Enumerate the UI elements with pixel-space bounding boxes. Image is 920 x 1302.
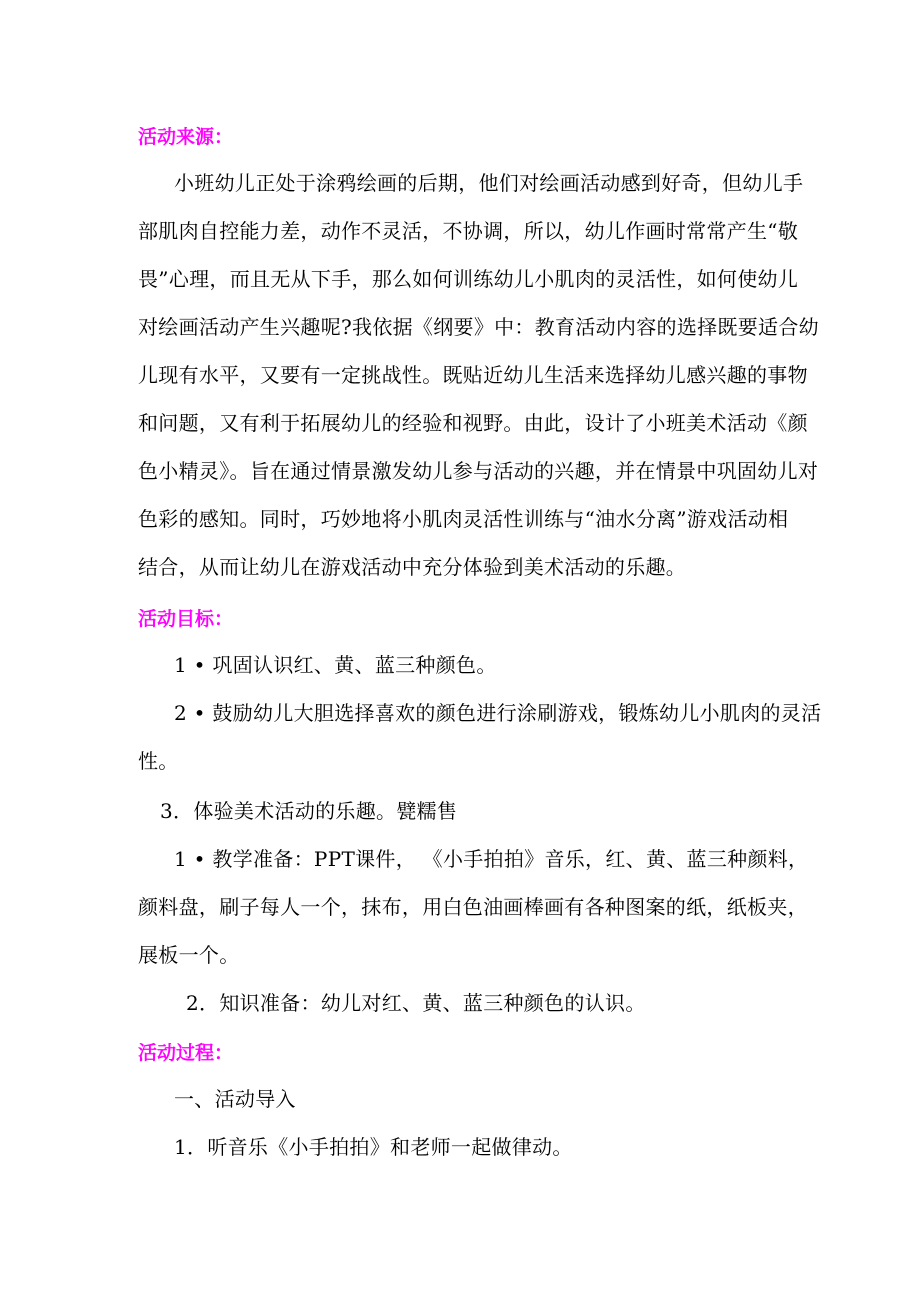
source-paragraph-line: 对绘画活动产生兴趣呢?我依据《纲要》中：教育活动内容的选择既要适合幼 (138, 315, 819, 339)
source-paragraph-line: 部肌肉自控能力差，动作不灵活，不协调，所以，幼儿作画时常常产生“敬 (138, 219, 799, 243)
source-paragraph-line: 结合，从而让幼儿在游戏活动中充分体验到美术活动的乐趣。 (138, 555, 687, 579)
goal-item-3: 3．体验美术活动的乐趣。甓糯售 (160, 799, 458, 823)
goal-item-2: 2 • 鼓励幼儿大胆选择喜欢的颜色进行涂刷游戏，锻炼幼儿小肌肉的灵活 (174, 701, 822, 725)
process-section-1: 一、活动导入 (174, 1087, 296, 1111)
source-paragraph-line: 畏”心理，而且无从下手，那么如何训练幼儿小肌肉的灵活性，如何使幼儿 (138, 267, 799, 291)
source-paragraph-line: 小班幼儿正处于涂鸦绘画的后期，他们对绘画活动感到好奇，但幼儿手 (174, 171, 804, 195)
heading-activity-goals: 活动目标： (138, 608, 234, 630)
preparation-item-1: 1 • 教学准备：PPT课件， 《小手拍拍》音乐，红、黄、蓝三种颜料， (174, 847, 809, 871)
preparation-item-2: 2．知识准备：幼儿对红、黄、蓝三种颜色的认识。 (186, 991, 646, 1015)
source-paragraph-line: 儿现有水平，又要有一定挑战性。既贴近幼儿生活来选择幼儿感兴趣的事物 (138, 363, 808, 387)
process-step-1: 1．听音乐《小手拍拍》和老师一起做律动。 (174, 1135, 573, 1159)
source-paragraph-line: 色彩的感知。同时，巧妙地将小肌肉灵活性训练与“油水分离”游戏活动相 (138, 507, 789, 531)
preparation-item-1-continuation: 展板一个。 (138, 943, 240, 967)
goal-item-2-continuation: 性。 (138, 749, 179, 773)
goal-item-1: 1 • 巩固认识红、黄、蓝三种颜色。 (174, 653, 497, 677)
preparation-item-1-continuation: 颜料盘，刷子每人一个，抹布，用白色油画棒画有各种图案的纸，纸板夹， (138, 895, 808, 919)
source-paragraph-line: 色小精灵》。旨在通过情景激发幼儿参与活动的兴趣，并在情景中巩固幼儿对 (138, 459, 819, 483)
source-paragraph-line: 和问题，又有利于拓展幼儿的经验和视野。由此，设计了小班美术活动《颜 (138, 411, 808, 435)
heading-activity-source: 活动来源： (138, 126, 234, 148)
heading-activity-process: 活动过程： (138, 1042, 234, 1064)
